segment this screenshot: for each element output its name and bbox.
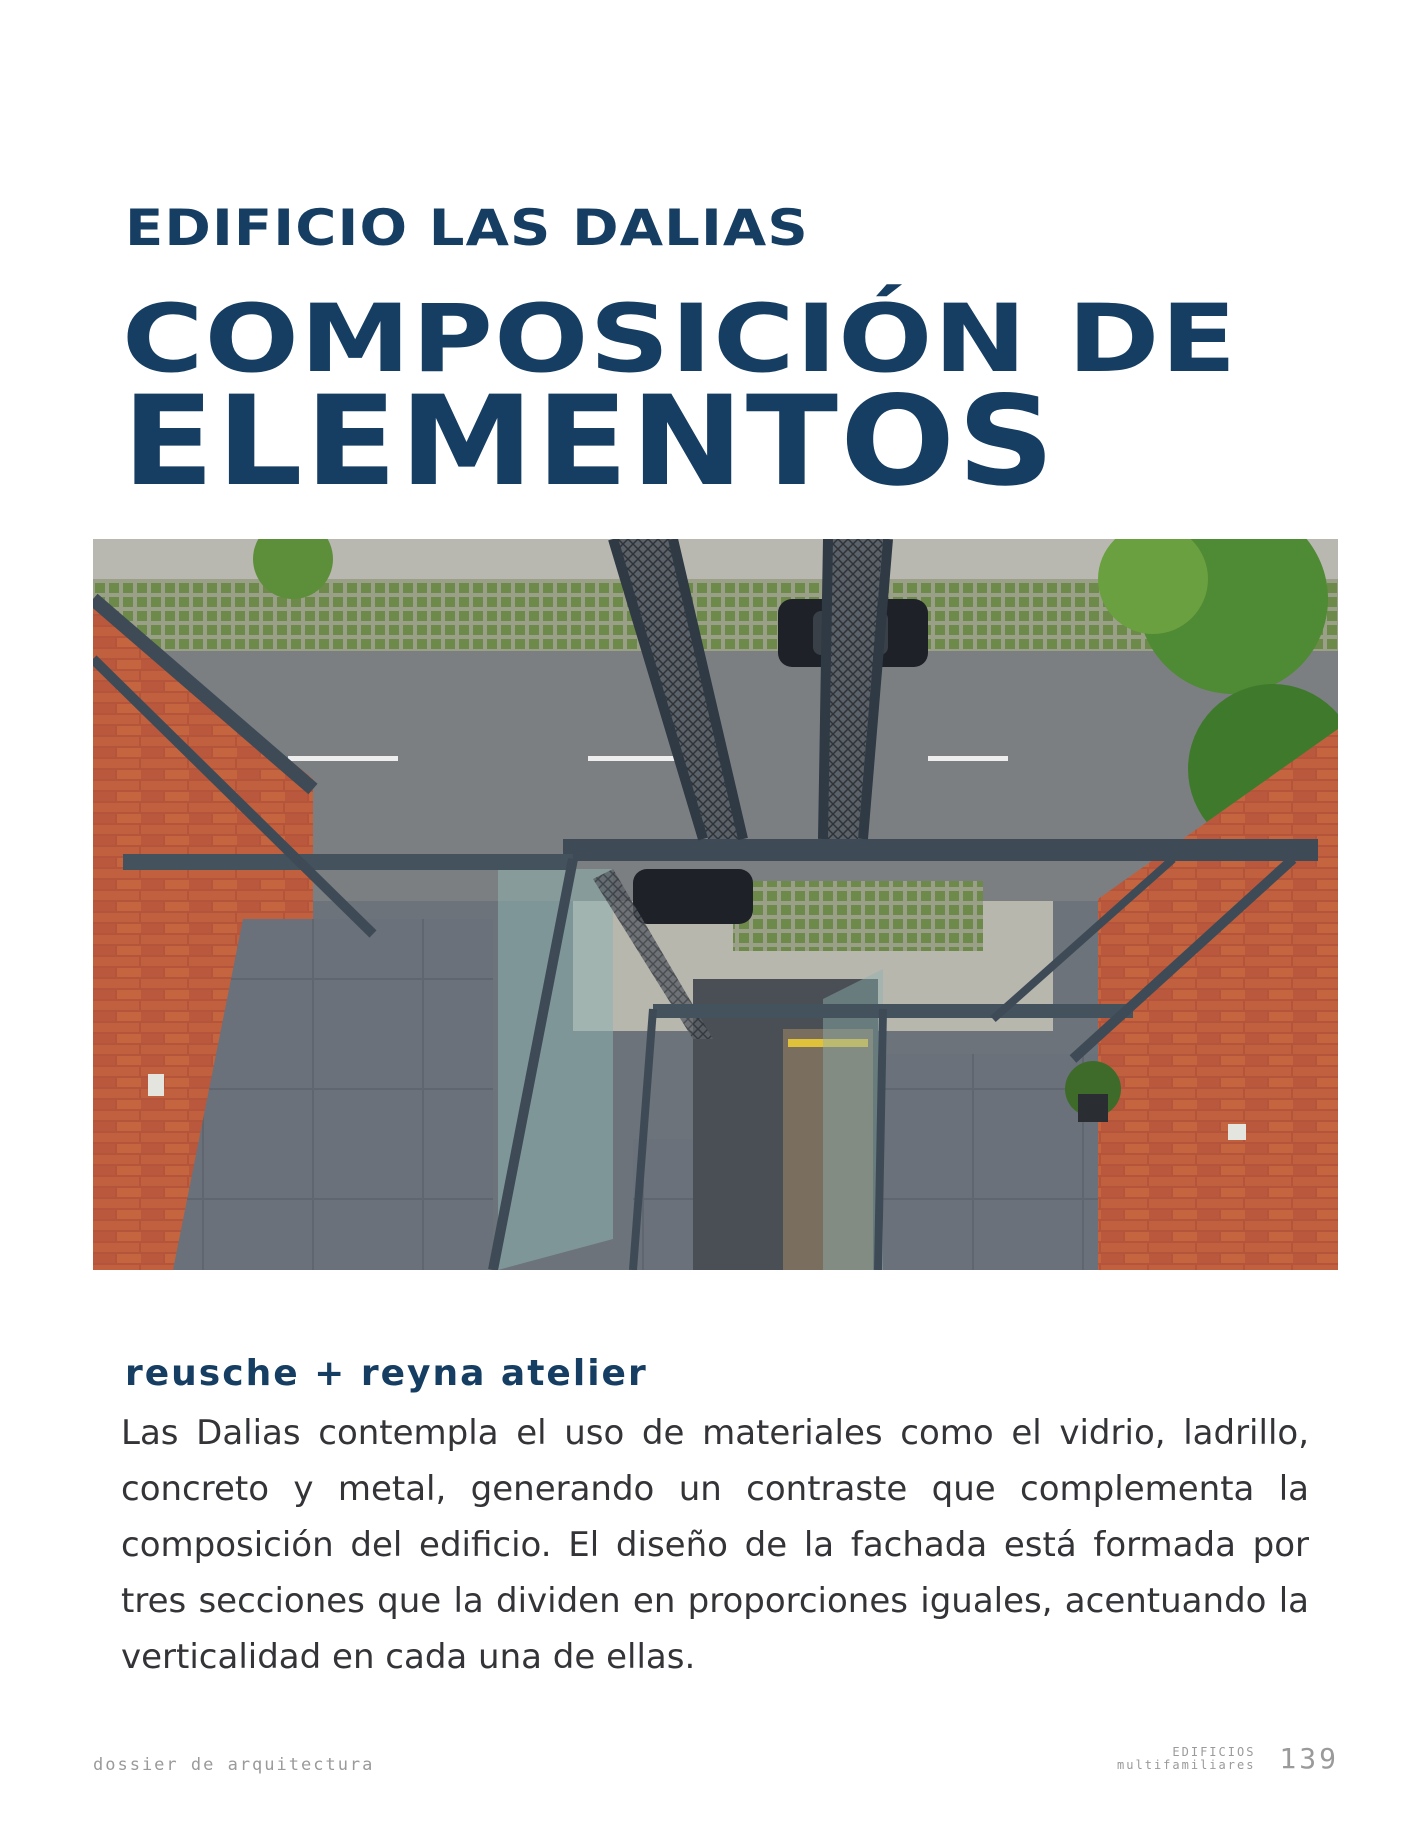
article-body: Las Dalias contempla el uso de materiales como el vidrio, ladrillo, concreto y metal, generando un contraste que complementa la composición del edificio. El diseño de la fachada está formada por tres secciones que la dividen en proporciones iguales, acentuando la verticalidad en cada una de ellas.: [121, 1413, 1309, 1677]
section-name-line-2: multifamiliares: [1117, 1758, 1256, 1772]
article-title-line-1: COMPOSICIÓN DE: [122, 285, 1238, 394]
article-title-line-2: ELEMENTOS: [122, 370, 1057, 514]
section-name-line-1: EDIFICIOS: [1172, 1745, 1256, 1759]
page-footer-right: [1117, 1744, 1339, 1774]
article-kicker: EDIFICIO LAS DALIAS: [125, 199, 809, 257]
photo-illustration: [93, 539, 1338, 1270]
section-name: [1117, 1746, 1255, 1772]
article-byline: reusche + reyna atelier: [125, 1353, 648, 1394]
page-number: 139: [1279, 1742, 1339, 1775]
publication-name: dossier de arquitectura: [93, 1755, 375, 1775]
building-aerial-photo: [93, 539, 1338, 1270]
